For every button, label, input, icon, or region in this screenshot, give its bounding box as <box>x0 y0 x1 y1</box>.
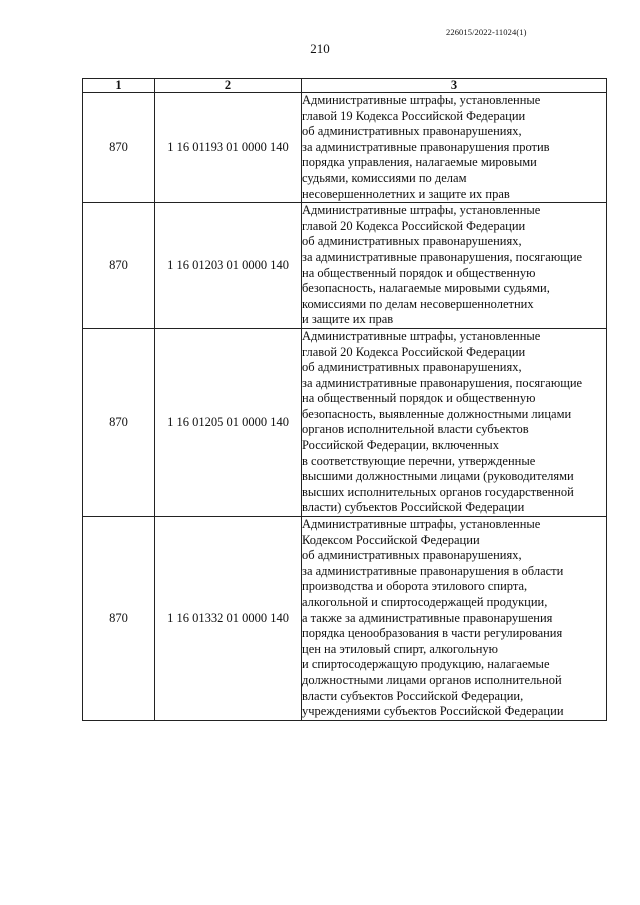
kbk-code-cell: 1 16 01205 01 0000 140 <box>155 328 302 516</box>
description-line: за административные правонарушения в области <box>302 563 564 578</box>
description-line: несовершеннолетних и защите их прав <box>302 186 510 201</box>
description-line: за административные правонарушения против <box>302 139 550 154</box>
description-line: должностными лицами органов исполнительной <box>302 672 562 687</box>
description-line: на общественный порядок и общественную <box>302 391 536 406</box>
description-line: Административные штрафы, установленные <box>302 93 541 107</box>
column-header-3: 3 <box>302 79 607 93</box>
column-header-2: 2 <box>155 79 302 93</box>
description-line: об административных правонарушениях, <box>302 360 522 375</box>
description-line: порядка ценообразования в части регулирования <box>302 626 563 641</box>
description-line: об административных правонарушениях, <box>302 234 522 249</box>
description-line: главой 20 Кодекса Российской Федерации <box>302 218 526 233</box>
description-line: цен на этиловый спирт, алкогольную <box>302 641 499 656</box>
description-cell <box>302 203 607 329</box>
description-line: Административные штрафы, установленные <box>302 203 541 218</box>
kbk-code-cell: 1 16 01203 01 0000 140 <box>155 203 302 329</box>
description-line: органов исполнительной власти субъектов <box>302 422 529 437</box>
table-row <box>83 203 607 329</box>
description-line: об административных правонарушениях, <box>302 548 522 563</box>
description-line: за административные правонарушения, посягающие <box>302 375 583 390</box>
admin-code-cell: 870 <box>83 328 155 516</box>
description-line: об административных правонарушениях, <box>302 124 522 139</box>
description-line: главой 19 Кодекса Российской Федерации <box>302 108 526 123</box>
description-line: и спиртосодержащую продукцию, налагаемые <box>302 657 550 672</box>
description-line: за административные правонарушения, посягающие <box>302 249 583 264</box>
description-line: а также за административные правонарушения <box>302 610 553 625</box>
description-line: порядка управления, налагаемые мировыми <box>302 155 537 170</box>
admin-code-cell: 870 <box>83 517 155 721</box>
description-line: высших исполнительных органов государственной <box>302 484 574 499</box>
table-row <box>83 93 607 203</box>
description-line: Административные штрафы, установленные <box>302 517 541 532</box>
description-line: главой 20 Кодекса Российской Федерации <box>302 344 526 359</box>
admin-code-cell: 870 <box>83 203 155 329</box>
kbk-code-cell: 1 16 01193 01 0000 140 <box>155 93 302 203</box>
document-id: 226015/2022-11024(1) <box>446 27 527 37</box>
description-line: Российской Федерации, включенных <box>302 438 499 453</box>
page-number: 210 <box>310 41 330 56</box>
description-line: власти субъектов Российской Федерации, <box>302 688 524 703</box>
revenue-codes-table <box>82 78 607 721</box>
description-line: учреждениями субъектов Российской Федерации <box>302 704 564 719</box>
description-line: производства и оборота этилового спирта, <box>302 579 528 594</box>
description-line: Кодексом Российской Федерации <box>302 532 480 547</box>
description-line: комиссиями по делам несовершеннолетних <box>302 296 534 311</box>
description-line: на общественный порядок и общественную <box>302 265 536 280</box>
description-line: судьями, комиссиями по делам <box>302 170 467 185</box>
description-cell <box>302 328 607 516</box>
description-line: Административные штрафы, установленные <box>302 328 541 343</box>
table-row <box>83 517 607 721</box>
table-header-row <box>83 79 607 93</box>
description-line: алкогольной и спиртосодержащей продукции, <box>302 595 548 609</box>
kbk-code-cell: 1 16 01332 01 0000 140 <box>155 517 302 721</box>
description-line: высшими должностными лицами (руководителями <box>302 469 574 484</box>
description-line: в соответствующие перечни, утвержденные <box>302 453 536 468</box>
description-line: безопасность, выявленные должностными лицами <box>302 406 572 421</box>
table-row <box>83 328 607 516</box>
description-cell <box>302 93 607 203</box>
description-line: власти) субъектов Российской Федерации <box>302 500 525 515</box>
description-line: и защите их прав <box>302 312 394 327</box>
column-header-1: 1 <box>83 79 155 93</box>
admin-code-cell: 870 <box>83 93 155 203</box>
description-line: безопасность, налагаемые мировыми судьями, <box>302 281 550 296</box>
description-cell <box>302 517 607 721</box>
